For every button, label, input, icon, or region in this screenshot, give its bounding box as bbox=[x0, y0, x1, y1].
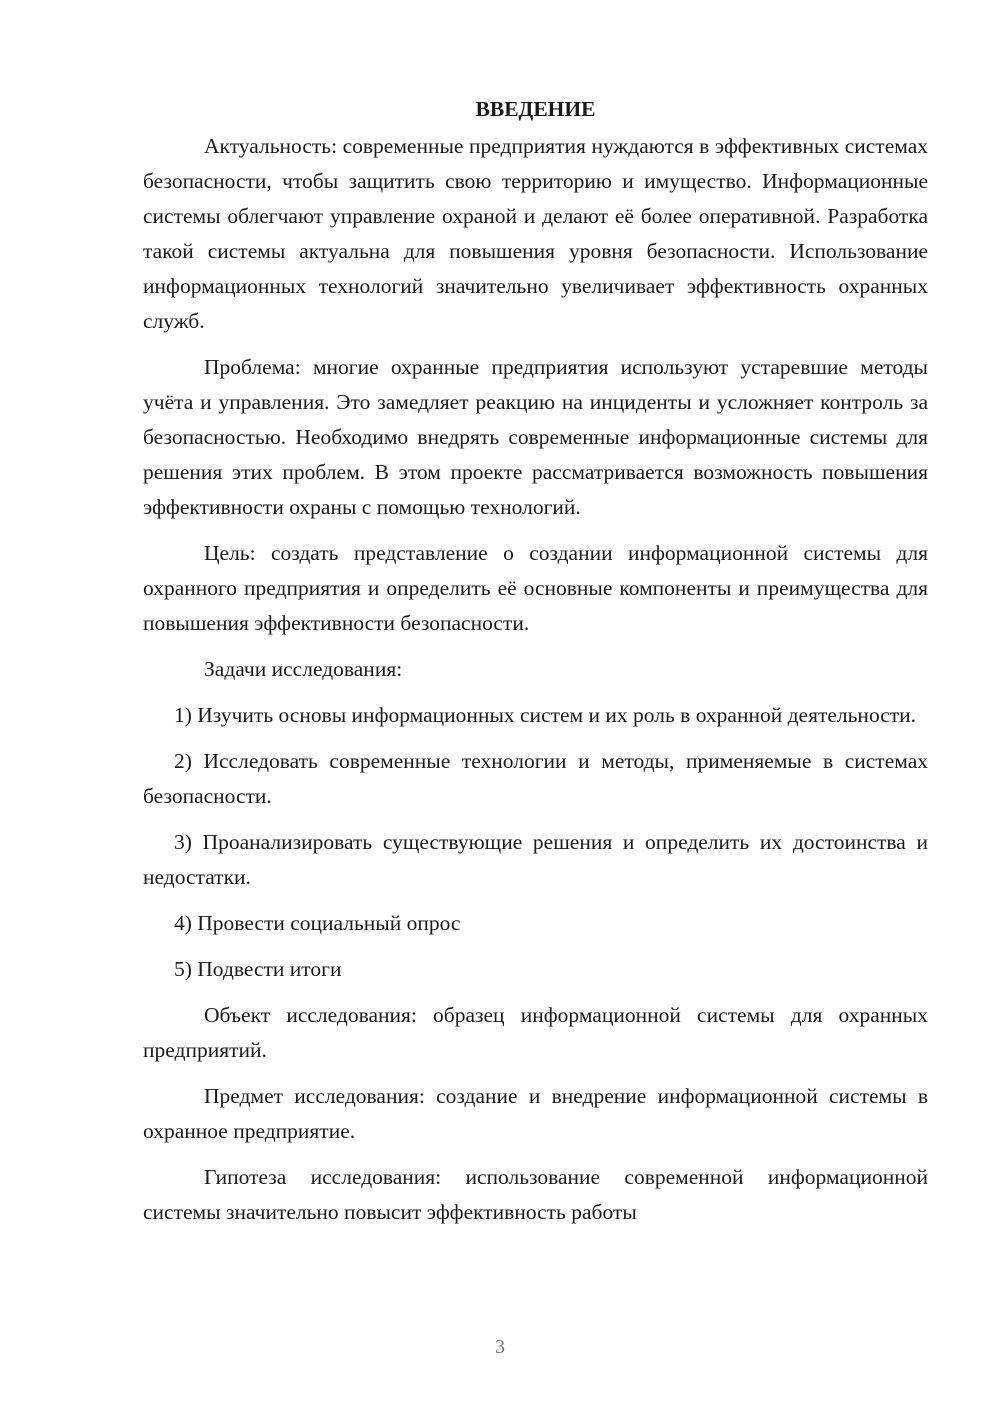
document-page bbox=[143, 92, 928, 1241]
paragraph-object: Объект исследования: образец информационной системы для охранных предприятий. bbox=[143, 1003, 928, 1062]
task-item-1: 1) Изучить основы информационных систем и их роль в охранной деятельности. bbox=[174, 703, 917, 727]
paragraph-hypothesis: Гипотеза исследования: использование современной информационной системы значительно повысит эффективность работы bbox=[143, 1165, 928, 1224]
page-title: ВВЕДЕНИЕ bbox=[475, 97, 596, 121]
paragraph-goal: Цель: создать представление о создании информационной системы для охранного предприятия и определить её основные компоненты и преимущества для повышения эффективности безопасности. bbox=[143, 541, 928, 635]
paragraph-problem: Проблема: многие охранные предприятия используют устаревшие методы учёта и управления. Это замедляет реакцию на инциденты и усложняет контроль за безопасностью. Необходимо внедрять современные информационные системы для решения этих проблем. В этом проекте рассматривается возможность повышения эффективности охраны с помощью технологий. bbox=[143, 355, 928, 519]
task-item-5: 5) Подвести итоги bbox=[174, 957, 342, 981]
tasks-heading: Задачи исследования: bbox=[204, 657, 403, 681]
task-item-3: 3) Проанализировать существующие решения и определить их достоинства и недостатки. bbox=[143, 830, 928, 889]
paragraph-relevance: Актуальность: современные предприятия нуждаются в эффективных системах безопасности, чтобы защитить свою территорию и имущество. Информационные системы облегчают управление охраной и делают её более оперативной. Разработка такой системы актуальна для повышения уровня безопасности. Использование информационных технологий значительно увеличивает эффективность охранных служб. bbox=[143, 134, 928, 333]
task-item-4: 4) Провести социальный опрос bbox=[174, 911, 461, 935]
task-item-2: 2) Исследовать современные технологии и методы, применяемые в системах безопасности. bbox=[143, 749, 928, 808]
page-number: 3 bbox=[495, 1336, 505, 1358]
paragraph-subject: Предмет исследования: создание и внедрение информационной системы в охранное предприятие. bbox=[143, 1084, 928, 1143]
